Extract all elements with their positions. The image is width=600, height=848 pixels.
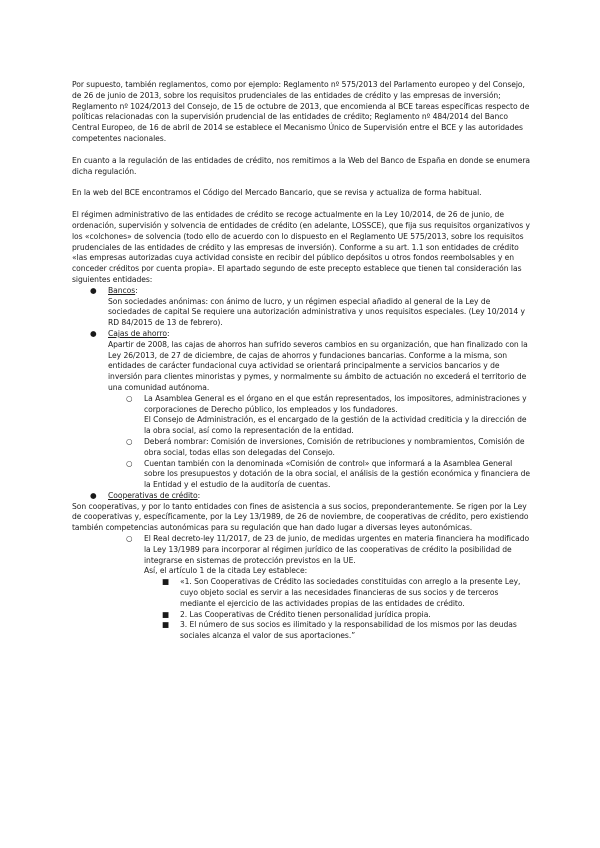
sub-text-consejo: El Consejo de Administración, es el encargado de la gestión de la actividad crediticia y la dirección de la obra social, así como la representación de la entidad.	[144, 415, 527, 436]
list-item-control	[108, 459, 530, 491]
entities-list	[72, 286, 530, 642]
bullet-circle-icon: ○	[126, 436, 133, 446]
bullet-circle-icon: ○	[126, 393, 133, 403]
article-text: 3. El número de sus socios es ilimitado y la responsabilidad de los mismos por las deudas sociales alcanza el valor de sus aportaciones.”	[180, 620, 517, 641]
entity-text-cajas: Apartir de 2008, las cajas de ahorros han sufrido severos cambios en su organización, que han finalizado con la Ley 26/2013, de 27 de diciembre, de cajas de ahorros y fundaciones bancarias. Conforme a la misma, son entidades de carácter fundacional cuya actividad se orientará principalmente a servicios bancarios y de inversión para clientes minoristas y pymes, y normalmente su ámbito de actuación no excederá el territorio de una comunidad autónoma.	[108, 339, 528, 392]
list-item-cooperativas	[72, 491, 530, 642]
list-item-article-2	[144, 610, 530, 621]
bullet-disc-icon: ●	[90, 328, 97, 338]
title-colon: :	[135, 285, 138, 295]
sub-text-articulo: Así, el artículo 1 de la citada Ley establece:	[144, 566, 308, 576]
cajas-sublist	[108, 394, 530, 491]
entity-text-cooperativas: Son cooperativas, y por lo tanto entidades con fines de asistencia a sus socios, preponderantemente. Se rigen por la Ley de cooperativas y, específicamente, por la Ley 13/1989, de 26 de noviembre, de cooperativas de crédito, pero existiendo también competencias autonómicas para su regulación que han dado lugar a diversas leyes autonómicas.	[72, 501, 529, 533]
paragraph-bce: En la web del BCE encontramos el Código del Mercado Bancario, que se revisa y actualiza de forma habitual.	[72, 188, 482, 198]
list-item-cajas	[72, 329, 530, 491]
cooperativas-sublist	[108, 534, 530, 642]
list-item-article-3	[144, 620, 530, 642]
sub-text-comisiones: Deberá nombrar: Comisión de inversiones, Comisión de retribuciones y nombramientos, Comisión de obra social, todas ellas son delegadas del Consejo.	[144, 436, 525, 457]
list-item-comisiones	[108, 437, 530, 459]
title-colon: :	[166, 328, 170, 338]
bullet-circle-icon: ○	[126, 534, 133, 544]
entity-title-cajas: Cajas de ahorro	[108, 328, 167, 338]
sub-text-real-decreto: El Real decreto-ley 11/2017, de 23 de junio, de medidas urgentes en materia financiera ha modificado la Ley 13/1989 para incorporar al régimen jurídico de las cooperativas de crédito la posibilidad de integrarse en sistemas de protección previstos en la UE.	[144, 534, 530, 565]
article-text: 2. Las Cooperativas de Crédito tienen personalidad jurídica propia.	[180, 609, 431, 619]
sub-text-asamblea: La Asamblea General es el órgano en el que están representados, los impositores, administraciones y corporaciones de Derecho público, los empleados y los fundadores.	[144, 393, 527, 414]
entity-title-cooperativas: Cooperativas de crédito	[108, 490, 198, 500]
bullet-disc-icon: ●	[90, 490, 97, 500]
list-item-article-1	[144, 577, 530, 609]
entity-text-bancos: Son sociedades anónimas: con ánimo de lucro, y un régimen especial añadido al general de la Ley de sociedades de capital Se requiere una autorización administrativa y unos requisitos especiales. (Ley 10/2014 y RD 84/2015 de 13 de febrero).	[108, 296, 525, 328]
bullet-square-icon: ■	[162, 609, 170, 619]
sub-text-control: Cuentan también con la denominada «Comisión de control» que informará a la Asamblea General sobre los presupuestos y dotación de la obra social, el análisis de la gestión económica y financiera de la Entidad y el estudio de la auditoría de cuentas.	[144, 458, 531, 490]
paragraph-reglamentos: Por supuesto, también reglamentos, como por ejemplo: Reglamento nº 575/2013 del Parlamento europeo y del Consejo, de 26 de junio de 2013, sobre los requisitos prudenciales de las entidades de crédito y las empresas de inversión; Reglamento nº 1024/2013 del Consejo, de 15 de octubre de 2013, que encomienda al BCE tareas específicas respecto de políticas relacionadas con la supervisión prudencial de las entidades de crédito; Reglamento nº 484/2014 del Banco Central Europeo, de 16 de abril de 2014 se establece el Mecanismo Único de Supervisión entre el BCE y las autoridades competentes nacionales.	[72, 80, 530, 143]
list-item-asamblea	[108, 394, 530, 437]
document-page	[72, 80, 530, 642]
articles-list	[144, 577, 530, 642]
bullet-disc-icon: ●	[90, 285, 97, 295]
bullet-circle-icon: ○	[126, 458, 133, 468]
entity-title-bancos: Bancos	[108, 285, 136, 295]
list-item-real-decreto	[108, 534, 530, 642]
paragraph-regimen: El régimen administrativo de las entidades de crédito se recoge actualmente en la Ley 10/2014, de 26 de junio, de ordenación, supervisión y solvencia de entidades de crédito (en adelante, LOSSCE), que fija sus requisitos organizativos y los «colchones» de solvencia (todo ello de acuerdo con lo dispuesto en el Reglamento UE 575/2013, sobre los requisitos prudenciales de las entidades de crédito y las empresas de inversión). Conforme a su art. 1.1 son entidades de crédito «las empresas autorizadas cuya actividad consiste en recibir del público depósitos u otros fondos reembolsables y en conceder créditos por cuenta propia». El apartado segundo de este precepto establece que tienen tal consideración las siguientes entidades:	[72, 210, 530, 284]
bullet-square-icon: ■	[162, 577, 170, 587]
paragraph-banco-espana: En cuanto a la regulación de las entidades de crédito, nos remitimos a la Web del Banco de España en donde se enumera dicha regulación.	[72, 155, 531, 176]
article-text: «1. Son Cooperativas de Crédito las sociedades constituidas con arreglo a la presente Ley, cuyo objeto social es servir a las necesidades financieras de sus socios y de terceros mediante el ejercicio de las actividades propias de las entidades de crédito.	[180, 577, 521, 608]
list-item-bancos	[72, 286, 530, 329]
title-colon: :	[197, 490, 201, 500]
bullet-square-icon: ■	[162, 620, 170, 630]
